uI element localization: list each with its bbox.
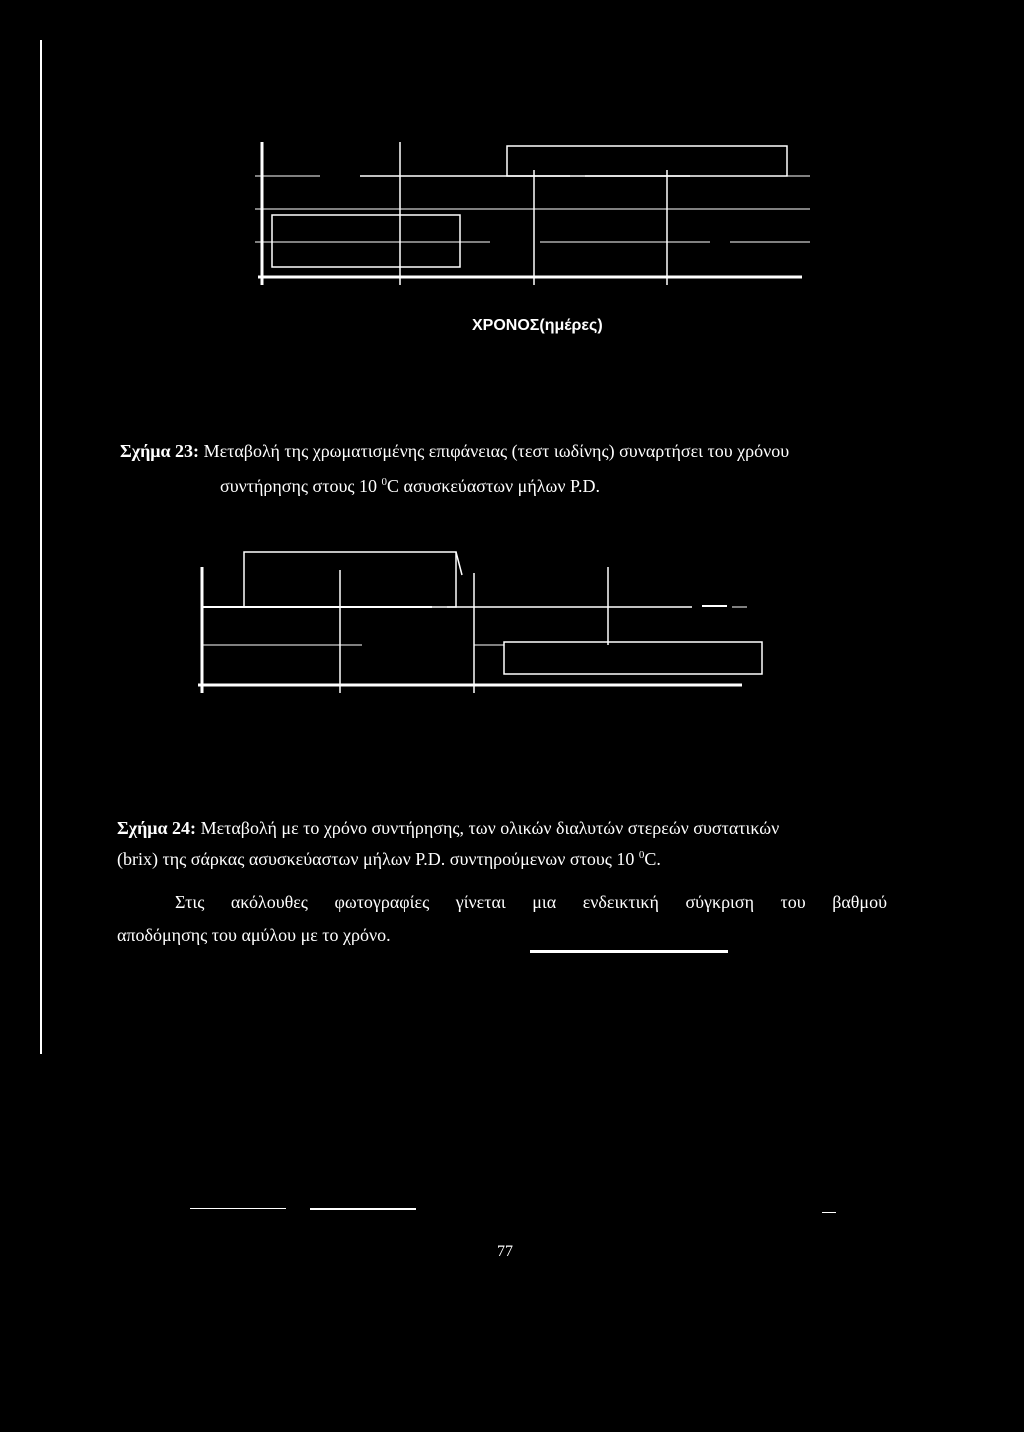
figure-24-caption-text: Μεταβολή με το χρόνο συντήρησης, των ολικών διαλυτών στερεών συστατικών: [200, 818, 780, 838]
fig24-bar: [244, 552, 456, 607]
figure-24-caption-label: Σχήμα 24:: [117, 818, 197, 838]
figure-24-svg: [192, 545, 772, 705]
paragraph-line-2: αποδόμησης του αμύλου με το χρόνο.: [117, 925, 391, 945]
figure-23-caption-text-a: συντήρησης στους 10: [220, 476, 382, 496]
body-paragraph: [117, 886, 887, 952]
paragraph-line-1: Στις ακόλουθες φωτογραφίες γίνεται μια ενδεικτική σύγκριση του βαθμού: [175, 892, 887, 912]
scan-artifact-line: [190, 1208, 286, 1209]
scan-artifact-line: [310, 1208, 416, 1210]
figure-24-caption-degree: 0: [638, 849, 645, 861]
page-number: 77: [497, 1243, 513, 1260]
figure-23-caption-text: Μεταβολή της χρωματισμένης επιφάνειας (τεστ ιωδίνης) συναρτήσει του χρόνου: [203, 441, 790, 461]
fig24-bar: [504, 642, 762, 674]
figure-24-graphic: [192, 545, 772, 705]
figure-23-caption-line1: [120, 441, 789, 463]
figure-24-caption-text-b: C.: [644, 849, 661, 869]
scan-artifact-line: [822, 1212, 836, 1213]
figure-23-caption-label: Σχήμα 23:: [120, 441, 200, 461]
figure-23-svg: [250, 130, 820, 290]
figure-23-caption-line2: [220, 476, 600, 498]
scan-artifact-line: [530, 950, 728, 953]
figure-23-axis-title: ΧΡΟΝΟΣ(ημέρες): [472, 317, 603, 334]
figure-23-caption-degree: 0: [381, 476, 388, 488]
figure-23-caption-text-b: C ασυσκεύαστων μήλων P.D.: [387, 476, 600, 496]
fig23-bar: [507, 146, 787, 176]
figure-24-caption-text-a: (brix) της σάρκας ασυσκεύαστων μήλων P.D. συντηρούμενων στους 10: [117, 849, 639, 869]
figure-24-caption-line1: [117, 818, 779, 840]
figure-24-caption-line2: [117, 849, 661, 871]
page-margin-line: [40, 40, 42, 1054]
fig24-line: [456, 552, 462, 575]
figure-23-graphic: [250, 130, 820, 290]
fig23-bar: [272, 215, 460, 267]
